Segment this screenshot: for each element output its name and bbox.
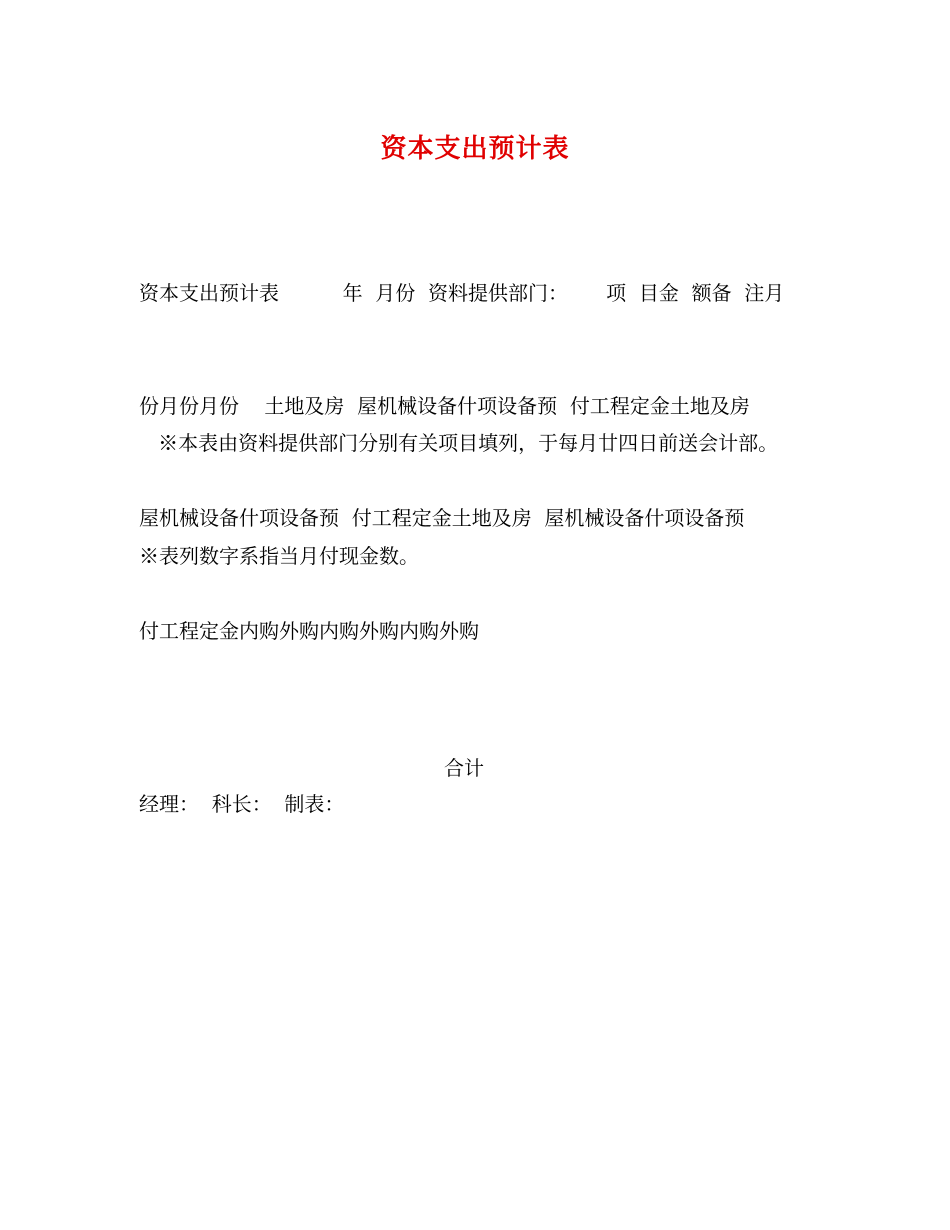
document-title: 资本支出预计表: [380, 134, 570, 164]
paragraph-line: 资本支出预计表 年 月份 资料提供部门： 项 目金 额备 注月: [139, 281, 785, 305]
notes-paragraph: [139, 350, 829, 650]
paragraph-line: 付工程定金内购外购内购外购内购外购: [139, 618, 479, 643]
paragraph-line: 份月份月份 土地及房 屋机械设备什项设备预 付工程定金土地及房: [139, 393, 750, 418]
note-line: ※表列数字系指当月付现金数。: [139, 543, 419, 568]
paragraph-line: 屋机械设备什项设备预 付工程定金土地及房 屋机械设备什项设备预: [139, 506, 745, 530]
note-line: ※本表由资料提供部门分别有关项目填列，于每月廿四日前送会计部。: [139, 431, 779, 455]
signature-line: 经理： 科长： 制表：: [139, 792, 345, 816]
total-label: 合计: [444, 756, 484, 780]
